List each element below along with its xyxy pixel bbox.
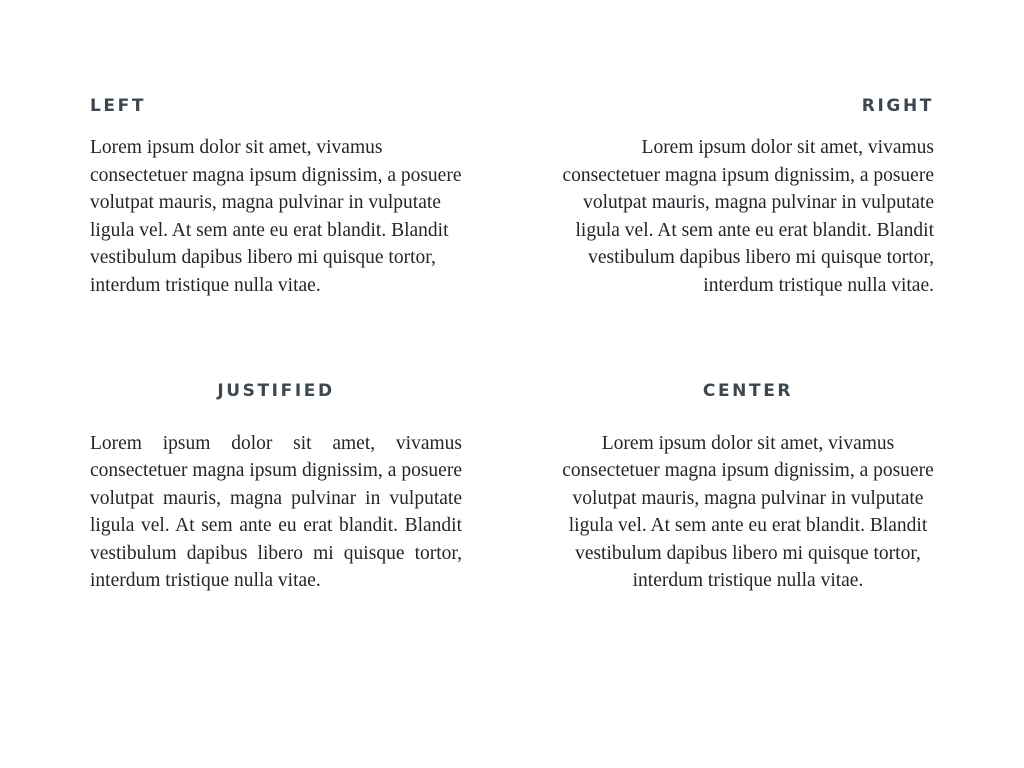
block-heading-left: LEFT bbox=[90, 96, 147, 116]
text-block-center bbox=[562, 381, 934, 594]
block-heading-justified: JUSTIFIED bbox=[217, 381, 335, 402]
text-block-right bbox=[562, 96, 934, 299]
block-body-center: Lorem ipsum dolor sit amet, vivamus consectetuer magna ipsum dignissim, a posuere volutpat mauris, magna pulvinar in vulputate ligula vel. At sem ante eu erat blandit. Blandit vestibulum dapibus libero mi quisque tortor, interdum tristique nulla vitae. bbox=[562, 432, 934, 592]
text-block-left bbox=[90, 96, 462, 299]
block-heading-right: RIGHT bbox=[861, 96, 934, 116]
block-body-left: Lorem ipsum dolor sit amet, vivamus consectetuer magna ipsum dignissim, a posuere volutpat mauris, magna pulvinar in vulputate ligula vel. At sem ante eu erat blandit. Blandit vestibulum dapibus libero mi quisque tortor, interdum tristique nulla vitae. bbox=[90, 137, 462, 296]
block-heading-center: CENTER bbox=[702, 381, 794, 402]
block-body-justified: Lorem ipsum dolor sit amet, vivamus consectetuer magna ipsum dignissim, a posuere volutpat mauris, magna pulvinar in vulputate ligula vel. At sem ante eu erat blandit. Blandit vestibulum dapibus libero mi quisque tortor, interdum tristique nulla vitae. bbox=[90, 432, 462, 592]
alignment-samples-grid bbox=[90, 96, 934, 595]
block-body-right: Lorem ipsum dolor sit amet, vivamus consectetuer magna ipsum dignissim, a posuere volutpat mauris, magna pulvinar in vulputate ligula vel. At sem ante eu erat blandit. Blandit vestibulum dapibus libero mi quisque tortor, interdum tristique nulla vitae. bbox=[562, 137, 934, 296]
text-block-justified bbox=[90, 381, 462, 594]
